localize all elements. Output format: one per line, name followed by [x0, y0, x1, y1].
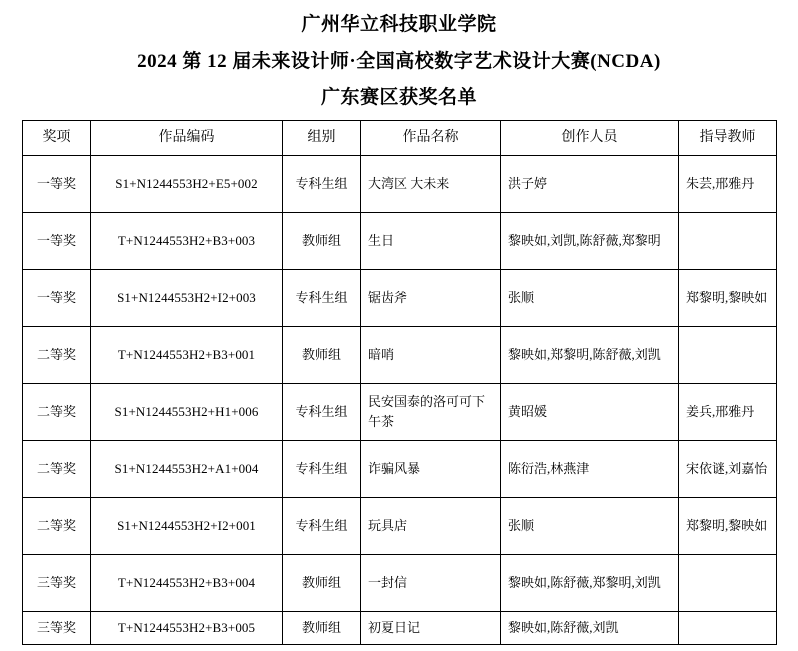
table-row	[23, 555, 777, 612]
cell-teachers: 郑黎明,黎映如	[679, 498, 777, 555]
column-header-teachers: 指导教师	[679, 121, 777, 156]
cell-group: 教师组	[283, 612, 361, 645]
cell-authors: 洪子婷	[501, 156, 679, 213]
table-row	[23, 270, 777, 327]
cell-authors: 黎映如,陈舒薇,刘凯	[501, 612, 679, 645]
cell-teachers: 姜兵,邢雅丹	[679, 384, 777, 441]
cell-teachers: 朱芸,邢雅丹	[679, 156, 777, 213]
cell-authors: 陈衍浩,林燕津	[501, 441, 679, 498]
cell-authors: 张顺	[501, 498, 679, 555]
cell-work: 初夏日记	[361, 612, 501, 645]
column-header-code: 作品编码	[91, 121, 283, 156]
cell-award: 一等奖	[23, 156, 91, 213]
cell-award: 二等奖	[23, 498, 91, 555]
table-header-row	[23, 121, 777, 156]
column-header-authors: 创作人员	[501, 121, 679, 156]
page-title-line-3: 广东赛区获奖名单	[320, 87, 477, 108]
cell-group: 教师组	[283, 327, 361, 384]
cell-group: 专科生组	[283, 498, 361, 555]
cell-authors: 黄昭媛	[501, 384, 679, 441]
cell-award: 一等奖	[23, 270, 91, 327]
table-row	[23, 612, 777, 645]
award-list-table	[22, 120, 777, 645]
cell-code: S1+N1244553H2+H1+006	[91, 384, 283, 441]
cell-authors: 黎映如,陈舒薇,郑黎明,刘凯	[501, 555, 679, 612]
cell-award: 一等奖	[23, 213, 91, 270]
cell-code: S1+N1244553H2+I2+003	[91, 270, 283, 327]
cell-group: 专科生组	[283, 441, 361, 498]
cell-work: 一封信	[361, 555, 501, 612]
cell-authors: 黎映如,郑黎明,陈舒薇,刘凯	[501, 327, 679, 384]
cell-work: 生日	[361, 213, 501, 270]
cell-code: T+N1244553H2+B3+001	[91, 327, 283, 384]
column-header-group: 组别	[283, 121, 361, 156]
cell-teachers	[679, 213, 777, 270]
cell-award: 三等奖	[23, 555, 91, 612]
cell-group: 专科生组	[283, 156, 361, 213]
cell-work: 锯齿斧	[361, 270, 501, 327]
cell-code: S1+N1244553H2+A1+004	[91, 441, 283, 498]
table-row	[23, 384, 777, 441]
column-header-award: 奖项	[23, 121, 91, 156]
cell-work: 诈骗风暴	[361, 441, 501, 498]
cell-code: T+N1244553H2+B3+005	[91, 612, 283, 645]
cell-work: 大湾区 大未来	[361, 156, 501, 213]
cell-group: 教师组	[283, 555, 361, 612]
cell-award: 二等奖	[23, 327, 91, 384]
cell-authors: 黎映如,刘凯,陈舒薇,郑黎明	[501, 213, 679, 270]
page-title-line-1: 广州华立科技职业学院	[301, 14, 497, 35]
cell-award: 三等奖	[23, 612, 91, 645]
cell-teachers: 宋依谜,刘嘉怡	[679, 441, 777, 498]
cell-teachers	[679, 612, 777, 645]
table-row	[23, 498, 777, 555]
page-title-line-2: 2024 第 12 届未来设计师·全国高校数字艺术设计大赛(NCDA)	[137, 51, 661, 72]
cell-teachers: 郑黎明,黎映如	[679, 270, 777, 327]
column-header-work: 作品名称	[361, 121, 501, 156]
cell-teachers	[679, 555, 777, 612]
cell-code: S1+N1244553H2+I2+001	[91, 498, 283, 555]
cell-authors: 张顺	[501, 270, 679, 327]
cell-work: 民安国泰的洛可可下午茶	[361, 384, 501, 441]
cell-group: 专科生组	[283, 384, 361, 441]
cell-code: T+N1244553H2+B3+003	[91, 213, 283, 270]
table-row	[23, 213, 777, 270]
table-row	[23, 327, 777, 384]
cell-award: 二等奖	[23, 384, 91, 441]
cell-code: S1+N1244553H2+E5+002	[91, 156, 283, 213]
table-row	[23, 156, 777, 213]
cell-work: 玩具店	[361, 498, 501, 555]
cell-work: 暗哨	[361, 327, 501, 384]
table-row	[23, 441, 777, 498]
cell-group: 教师组	[283, 213, 361, 270]
cell-teachers	[679, 327, 777, 384]
cell-code: T+N1244553H2+B3+004	[91, 555, 283, 612]
document-title-block	[22, 10, 776, 114]
cell-group: 专科生组	[283, 270, 361, 327]
cell-award: 二等奖	[23, 441, 91, 498]
